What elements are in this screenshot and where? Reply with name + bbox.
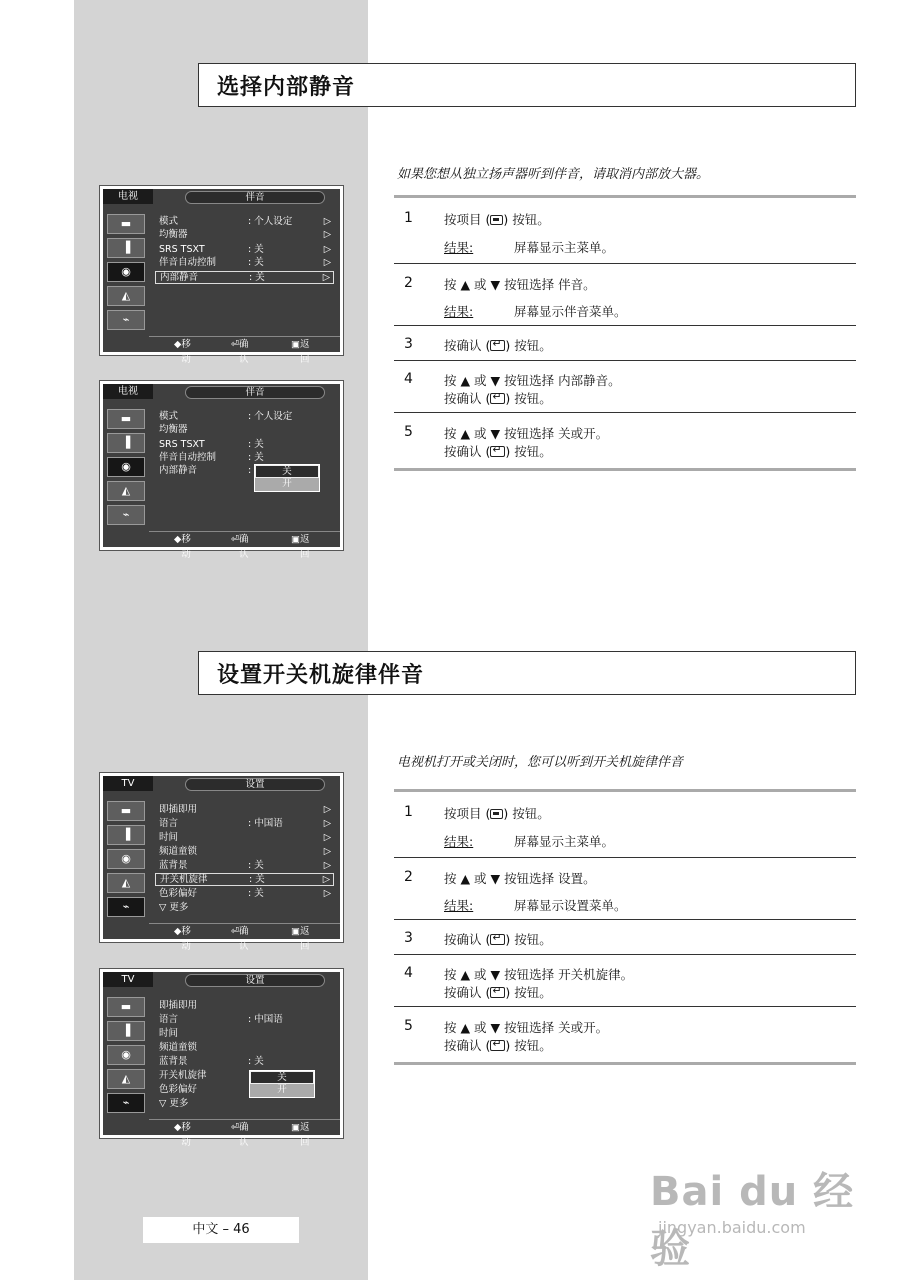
step-number: 3 — [404, 336, 413, 352]
channel-icon: ◉ — [107, 849, 145, 869]
menu-row: 频道童锁 ▷ — [159, 846, 331, 857]
menu-row: SRS TSXT : 关 ▷ — [159, 244, 331, 255]
menu-row: 开关机旋律 — [159, 1070, 207, 1081]
menu-row: 频道童锁 — [159, 1042, 198, 1053]
step-item — [394, 955, 856, 1007]
confirm-hint: ⏎ 确认 — [231, 339, 249, 365]
menu-footer — [149, 923, 340, 952]
step-number: 5 — [404, 1018, 413, 1034]
move-hint: ◆ 移动 — [174, 534, 191, 560]
option-on: 开 — [277, 1084, 287, 1095]
menu-tab: TV — [103, 776, 153, 791]
sound-icon: ▐ — [107, 433, 145, 453]
menu-row: 时间 — [159, 1028, 179, 1039]
step-item — [394, 858, 856, 920]
step-item — [394, 264, 856, 326]
menu-footer — [149, 1119, 340, 1148]
step-number: 1 — [404, 210, 413, 226]
enter-key-icon — [490, 934, 505, 945]
step-instruction: 按 ▲ 或 ▼ 按钮选择 关或开。 — [444, 426, 609, 441]
step-instruction: 按确认 (↵ ) 按钮。 — [444, 983, 856, 1001]
enter-key-icon — [490, 987, 505, 998]
back-hint: ▣ 返回 — [291, 339, 310, 365]
input-icon: ⌁ — [107, 505, 145, 525]
step-item — [394, 326, 856, 361]
menu-header: 伴音 — [185, 386, 325, 399]
option-popup — [254, 464, 320, 492]
menu-key-icon — [490, 215, 503, 225]
step-result: 结果: 屏幕显示主菜单。 — [444, 240, 615, 255]
step-instruction: 按项目 ( ) 按钮。 — [444, 806, 550, 821]
menu-row: SRS TSXT : 关 — [159, 439, 264, 450]
step-instruction: 按 ▲ 或 ▼ 按钮选择 关或开。 — [444, 1020, 609, 1035]
step-instruction: 按 ▲ 或 ▼ 按钮选择 内部静音。 — [444, 373, 621, 388]
picture-icon: ▬ — [107, 214, 145, 234]
enter-key-icon — [490, 393, 505, 404]
menu-row: 伴音自动控制 : 关 — [159, 452, 264, 463]
menu-footer — [149, 336, 340, 365]
step-instruction: 按 ▲ 或 ▼ 按钮选择 设置。 — [444, 871, 596, 886]
steps-list — [394, 789, 856, 1065]
menu-header: 设置 — [185, 974, 325, 987]
step-instruction: 按 ▲ 或 ▼ 按钮选择 伴音。 — [444, 277, 596, 292]
menu-row-selected: 开关机旋律 : 关 ▷ — [155, 873, 334, 886]
step-result: 结果: 屏幕显示设置菜单。 — [444, 898, 627, 913]
step-number: 5 — [404, 424, 413, 440]
step-instruction: 按确认 (↵ ) 按钮。 — [444, 930, 856, 954]
menu-row: 色彩偏好 — [159, 1084, 198, 1095]
setup-icon: ◭ — [107, 286, 145, 306]
channel-icon: ◉ — [107, 1045, 145, 1065]
picture-icon: ▬ — [107, 997, 145, 1017]
step-result: 结果: 屏幕显示主菜单。 — [444, 834, 615, 849]
step-instruction: 按项目 ( ) 按钮。 — [444, 212, 550, 227]
setup-icon: ◭ — [107, 1069, 145, 1089]
menu-row: 即插即用 ▷ — [159, 804, 331, 815]
watermark-logo: Bai du 经验 — [650, 1169, 855, 1272]
menu-tab: TV — [103, 972, 153, 987]
tv-menu-screen — [99, 968, 344, 1148]
section-intro: 如果您想从独立扬声器听到伴音，请取消内部放大器。 — [397, 167, 710, 182]
step-item — [394, 198, 856, 264]
steps-list — [394, 195, 856, 471]
step-item — [394, 361, 856, 413]
section-title-melody: 设置开关机旋律伴音 — [198, 651, 856, 695]
move-hint: ◆ 移动 — [174, 1122, 191, 1148]
tv-menu-screen — [99, 185, 344, 365]
menu-row: 蓝背景 : 关 ▷ — [159, 860, 331, 871]
option-on: 开 — [282, 478, 292, 489]
menu-row-more: ▽ 更多 — [159, 902, 189, 913]
move-hint: ◆ 移动 — [174, 926, 191, 952]
step-number: 4 — [404, 371, 413, 387]
menu-row-selected: 内部静音 : 关 ▷ — [155, 271, 334, 284]
step-item — [394, 792, 856, 858]
enter-key-icon — [490, 1040, 505, 1051]
confirm-hint: ⏎ 确认 — [231, 534, 249, 560]
page-number: 中文 – 46 — [143, 1217, 299, 1243]
confirm-hint: ⏎ 确认 — [231, 926, 249, 952]
menu-row: 均衡器 ▷ — [159, 229, 331, 240]
step-item — [394, 920, 856, 955]
option-off: 关 — [250, 1071, 314, 1084]
input-icon: ⌁ — [107, 310, 145, 330]
back-hint: ▣ 返回 — [291, 1122, 310, 1148]
input-icon: ⌁ — [107, 1093, 145, 1113]
step-instruction: 按确认 (↵ ) 按钮。 — [444, 1036, 856, 1054]
step-instruction: 按确认 (↵ ) 按钮。 — [444, 389, 856, 407]
step-number: 2 — [404, 869, 413, 885]
menu-row: 伴音自动控制 : 关 ▷ — [159, 257, 331, 268]
sound-icon: ▐ — [107, 1021, 145, 1041]
tv-menu-screen — [99, 380, 344, 560]
sound-icon: ▐ — [107, 238, 145, 258]
step-number: 3 — [404, 930, 413, 946]
menu-header: 设置 — [185, 778, 325, 791]
menu-key-icon — [490, 809, 503, 819]
input-icon: ⌁ — [107, 897, 145, 917]
back-hint: ▣ 返回 — [291, 926, 310, 952]
menu-row: 即插即用 — [159, 1000, 198, 1011]
menu-header: 伴音 — [185, 191, 325, 204]
channel-icon: ◉ — [107, 262, 145, 282]
step-number: 1 — [404, 804, 413, 820]
menu-row: 蓝背景 : 关 — [159, 1056, 264, 1067]
tv-menu-screen — [99, 772, 344, 952]
menu-row: 色彩偏好 : 关 ▷ — [159, 888, 331, 899]
menu-row: 语言 : 中国语 — [159, 1014, 283, 1025]
watermark-url: jingyan.baidu.com — [658, 1218, 806, 1237]
menu-row: 时间 ▷ — [159, 832, 331, 843]
step-instruction: 按确认 (↵ ) 按钮。 — [444, 442, 856, 460]
sound-icon: ▐ — [107, 825, 145, 845]
menu-row: 模式 : 个人设定 — [159, 411, 293, 422]
menu-row: 内部静音 : — [159, 465, 252, 476]
menu-row-more: ▽ 更多 — [159, 1098, 189, 1109]
picture-icon: ▬ — [107, 409, 145, 429]
baidu-jingyan-watermark — [640, 1140, 870, 1272]
step-result: 结果: 屏幕显示伴音菜单。 — [444, 304, 627, 319]
option-popup — [249, 1070, 315, 1098]
move-hint: ◆ 移动 — [174, 339, 191, 365]
confirm-hint: ⏎ 确认 — [231, 1122, 249, 1148]
step-number: 4 — [404, 965, 413, 981]
menu-tab: 电视 — [103, 384, 153, 399]
step-item — [394, 1007, 856, 1062]
channel-icon: ◉ — [107, 457, 145, 477]
step-number: 2 — [404, 275, 413, 291]
menu-footer — [149, 531, 340, 560]
menu-tab: 电视 — [103, 189, 153, 204]
step-item — [394, 413, 856, 468]
enter-key-icon — [490, 340, 505, 351]
step-instruction: 按 ▲ 或 ▼ 按钮选择 开关机旋律。 — [444, 967, 634, 982]
section-title-internal-mute: 选择内部静音 — [198, 63, 856, 107]
menu-row: 语言 : 中国语 ▷ — [159, 818, 331, 829]
setup-icon: ◭ — [107, 481, 145, 501]
step-instruction: 按确认 (↵ ) 按钮。 — [444, 336, 856, 360]
setup-icon: ◭ — [107, 873, 145, 893]
menu-row: 模式 : 个人设定 ▷ — [159, 216, 331, 227]
option-off: 关 — [255, 465, 319, 478]
back-hint: ▣ 返回 — [291, 534, 310, 560]
enter-key-icon — [490, 446, 505, 457]
picture-icon: ▬ — [107, 801, 145, 821]
section-intro: 电视机打开或关闭时，您可以听到开关机旋律伴音 — [397, 755, 684, 770]
menu-row: 均衡器 — [159, 424, 188, 435]
